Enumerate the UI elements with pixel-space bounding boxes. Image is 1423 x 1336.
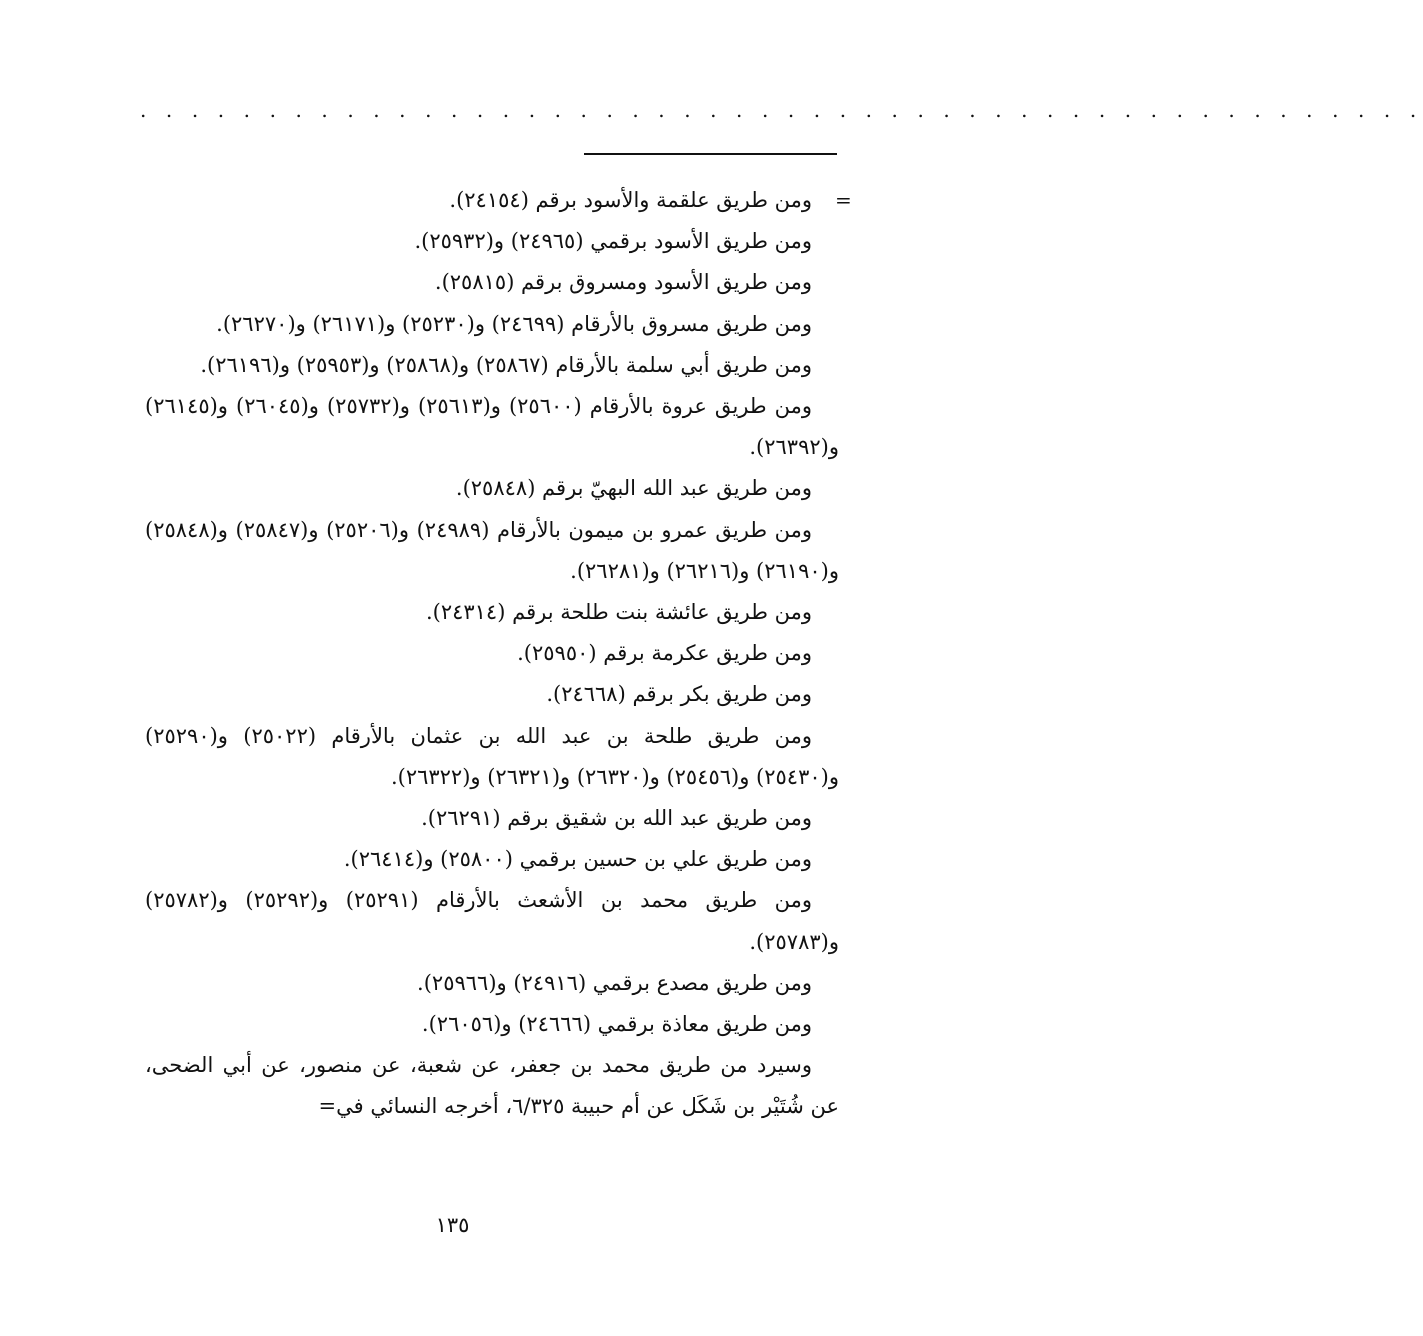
separator-dots: . . . . . . . . . . . . . . . . . . . . . . . . . . . . . . . . . . . . . . . . . . . . . . . . . . — [140, 98, 1423, 122]
footnote-line: ومن طريق محمد بن الأشعث بالأرقام (٢٥٢٩١) و(٢٥٢٩٢) و(٢٥٧٨٢) و(٢٥٧٨٣). — [145, 888, 839, 954]
footnote-line: ومن طريق عبد الله البهيّ برقم (٢٥٨٤٨). — [455, 476, 812, 501]
footnote-line: ومن طريق الأسود برقمي (٢٤٩٦٥) و(٢٥٩٣٢). — [414, 229, 812, 254]
footnote-line: ومن طريق علقمة والأسود برقم (٢٤١٥٤). — [449, 188, 812, 212]
footnotes-block — [145, 180, 839, 1128]
footnote-line: ومن طريق عائشة بنت طلحة برقم (٢٤٣١٤). — [425, 600, 812, 625]
continuation-mark: = — [835, 188, 852, 212]
footnote-line: ومن طريق عكرمة برقم (٢٥٩٥٠). — [517, 641, 812, 666]
footnote-line: ومن طريق عروة بالأرقام (٢٥٦٠٠) و(٢٥٦١٣) و(٢٥٧٣٢) و(٢٦٠٤٥) و(٢٦١٤٥) و(٢٦٣٩٢). — [145, 394, 839, 460]
page-number: ١٣٥ — [435, 1213, 470, 1237]
footnote-line: ومن طريق بكر برقم (٢٤٦٦٨). — [546, 682, 812, 707]
footnote-line: ومن طريق مصدع برقمي (٢٤٩١٦) و(٢٥٩٦٦). — [417, 970, 812, 995]
footnote-line: ومن طريق الأسود ومسروق برقم (٢٥٨١٥). — [434, 270, 812, 295]
footnote-rule — [584, 153, 837, 155]
footnote-line: ومن طريق مسروق بالأرقام (٢٤٦٩٩) و(٢٥٢٣٠) و(٢٦١٧١) و(٢٦٢٧٠). — [216, 311, 812, 336]
footnote-line: ومن طريق أبي سلمة بالأرقام (٢٥٨٦٧) و(٢٥٨٦٨) و(٢٥٩٥٣) و(٢٦١٩٦). — [200, 352, 812, 377]
closing-paragraph: وسيرد من طريق محمد بن جعفر، عن شعبة، عن منصور، عن أبي الضحى، عن شُتَيْر بن شَكَل عن أم حبيبة ٦/٣٢٥، أخرجه النسائي في= — [145, 1053, 839, 1119]
footnote-line: ومن طريق طلحة بن عبد الله بن عثمان بالأرقام (٢٥٠٢٢) و(٢٥٢٩٠) و(٢٥٤٣٠) و(٢٥٤٥٦) و(٢٦٣٢٠) و(٢٦٣٢١) و(٢٦٣٢٢). — [145, 723, 839, 789]
footnote-line: ومن طريق عمرو بن ميمون بالأرقام (٢٤٩٨٩) و(٢٥٢٠٦) و(٢٥٨٤٧) و(٢٥٨٤٨) و(٢٦١٩٠) و(٢٦٢١٦) و(٢٦٢٨١). — [145, 517, 839, 583]
footnote-line: ومن طريق معاذة برقمي (٢٤٦٦٦) و(٢٦٠٥٦). — [421, 1012, 812, 1037]
footnote-line: ومن طريق علي بن حسين برقمي (٢٥٨٠٠) و(٢٦٤١٤). — [343, 847, 812, 872]
footnote-line: ومن طريق عبد الله بن شقيق برقم (٢٦٢٩١). — [421, 806, 812, 831]
